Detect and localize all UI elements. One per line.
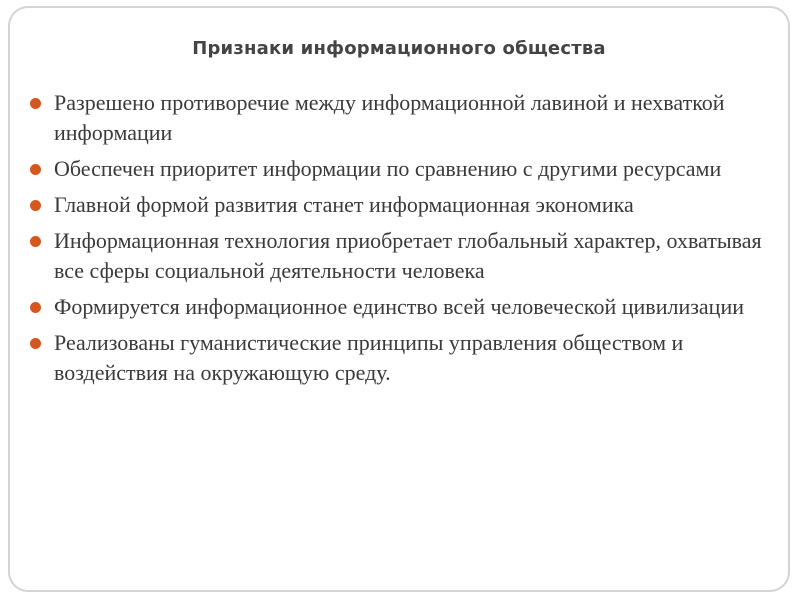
bullet-text: Главной формой развития станет информационная экономика	[54, 192, 634, 217]
bullet-text: Обеспечен приоритет информации по сравнению с другими ресурсами	[54, 156, 722, 181]
bullet-dot-icon	[30, 164, 41, 175]
slide-frame	[8, 6, 790, 592]
slide-title: Признаки информационного общества	[192, 38, 606, 59]
bullet-item	[28, 226, 780, 286]
bullet-item	[28, 328, 780, 388]
bullet-text: Реализованы гуманистические принципы управления обществом и воздействия на окружающую среду.	[54, 330, 684, 385]
bullet-item	[28, 292, 780, 322]
bullet-dot-icon	[30, 302, 41, 313]
bullet-item	[28, 190, 780, 220]
bullet-list	[28, 88, 780, 394]
bullet-item	[28, 154, 780, 184]
bullet-text: Формируется информационное единство всей человеческой цивилизации	[54, 294, 744, 319]
bullet-item	[28, 88, 780, 148]
bullet-text: Разрешено противоречие между информационной лавиной и нехваткой информации	[54, 90, 725, 145]
bullet-dot-icon	[30, 200, 41, 211]
bullet-dot-icon	[30, 338, 41, 349]
bullet-dot-icon	[30, 98, 41, 109]
bullet-dot-icon	[30, 236, 41, 247]
bullet-text: Информационная технология приобретает глобальный характер, охватывая все сферы социальной деятельности человека	[54, 228, 762, 283]
